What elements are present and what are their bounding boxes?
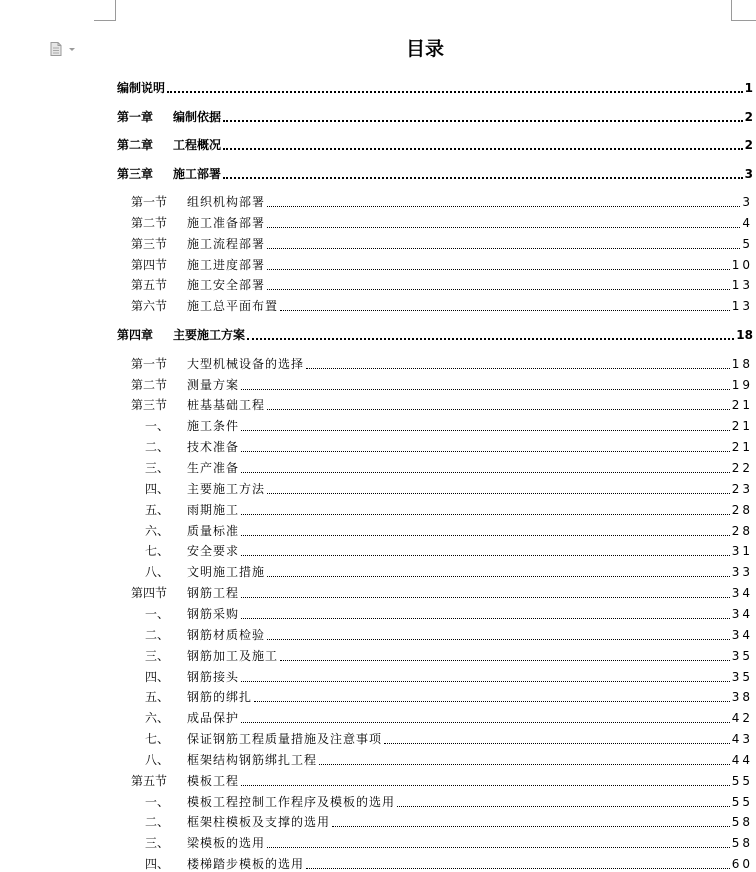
toc-entry[interactable] <box>145 564 753 580</box>
toc-entry-number: 第五节 <box>131 773 168 788</box>
toc-entry-number: 第一节 <box>131 195 168 209</box>
toc-entry-number: 第二章 <box>117 138 154 152</box>
toc-entry[interactable] <box>131 257 753 273</box>
toc-entry-number: 四、 <box>145 669 170 684</box>
toc-entry-title: 编制依据 <box>173 109 222 124</box>
toc-entry-title: 楼梯踏步模板的选用 <box>187 857 305 872</box>
toc-entry-number: 一、 <box>145 606 170 621</box>
toc-entry-number: 二、 <box>145 815 170 830</box>
toc-entry-page: 10 <box>731 257 753 272</box>
toc-entry[interactable] <box>131 215 753 231</box>
toc-entry[interactable] <box>145 439 753 455</box>
toc-entry-title: 施工流程部署 <box>187 236 266 251</box>
toc-dot-leader <box>167 91 743 93</box>
toc-entry-title: 施工条件 <box>187 419 240 434</box>
toc-entry-number: 五、 <box>145 690 170 705</box>
toc-entry-title: 桩基基础工程 <box>187 398 266 413</box>
toc-entry-page: 22 <box>731 461 753 475</box>
toc-entry[interactable] <box>117 109 753 125</box>
toc-entry-title: 施工准备部署 <box>187 215 266 230</box>
toc-entry-page: 43 <box>731 732 753 747</box>
toc-dot-leader <box>241 722 730 723</box>
toc-dot-leader <box>241 785 730 786</box>
toc-entry-number: 第二节 <box>131 215 168 230</box>
toc-entry-number: 六、 <box>145 523 170 538</box>
toc-entry-title: 钢筋加工及施工 <box>187 648 279 663</box>
toc-entry-page: 1 <box>744 81 753 95</box>
toc-dot-leader <box>267 576 730 577</box>
toc-entry-number: 第一章 <box>117 109 154 124</box>
toc-entry-number: 二、 <box>145 440 170 455</box>
toc-entry-page: 58 <box>731 815 753 830</box>
toc-dot-leader <box>319 764 730 765</box>
toc-entry[interactable] <box>145 794 753 810</box>
toc-entry[interactable] <box>145 481 753 497</box>
toc-dot-leader <box>223 120 743 122</box>
toc-entry-number: 七、 <box>145 732 170 747</box>
toc-entry-page: 2 <box>744 109 753 124</box>
toc-dot-leader <box>241 597 730 598</box>
toc-entry-page: 21 <box>731 398 753 413</box>
toc-entry-number: 五、 <box>145 502 170 517</box>
toc-dot-leader <box>267 639 730 640</box>
toc-entry-title: 模板工程控制工作程序及模板的选用 <box>187 794 396 809</box>
toc-entry[interactable] <box>145 710 753 726</box>
toc-entry-title: 生产准备 <box>187 461 240 475</box>
toc-entry-page: 42 <box>731 711 753 726</box>
toc-entry[interactable] <box>131 773 753 789</box>
toc-entry[interactable] <box>145 731 753 747</box>
toc-entry-number: 一、 <box>145 794 170 809</box>
toc-entry-title: 安全要求 <box>187 544 240 559</box>
toc-entry-title: 钢筋的绑扎 <box>187 690 253 705</box>
toc-entry[interactable] <box>131 194 753 210</box>
toc-entry[interactable] <box>145 752 753 768</box>
toc-entry-title: 钢筋采购 <box>187 606 240 621</box>
toc-dot-leader <box>267 227 740 228</box>
toc-dot-leader <box>306 368 730 369</box>
toc-entry-page: 28 <box>731 502 753 517</box>
toc-entry[interactable] <box>145 689 753 705</box>
toc-entry[interactable] <box>145 835 753 851</box>
toc-entry-title: 雨期施工 <box>187 502 240 517</box>
toc-entry-number: 三、 <box>145 461 170 475</box>
toc-entry-title: 施工部署 <box>173 166 222 181</box>
toc-entry-page: 58 <box>731 836 753 851</box>
toc-dot-leader <box>267 248 740 249</box>
toc-dot-leader <box>241 514 730 515</box>
toc-dot-leader <box>280 310 730 311</box>
toc-entry-title: 施工安全部署 <box>187 278 266 293</box>
toc-dot-leader <box>241 472 730 473</box>
toc-entry-page: 35 <box>731 648 753 663</box>
toc-dot-leader <box>384 743 730 744</box>
toc-dot-leader <box>241 535 730 536</box>
toc-entry-number: 六、 <box>145 711 170 726</box>
toc-entry-page: 55 <box>731 794 753 809</box>
toc-entry-number: 第五节 <box>131 278 168 293</box>
toc-entry-number: 第三节 <box>131 398 168 413</box>
toc-dot-leader <box>267 847 730 848</box>
toc-entry-title: 主要施工方案 <box>173 328 246 343</box>
toc-dot-leader <box>223 177 743 179</box>
toc-entry-number: 第二节 <box>131 377 168 392</box>
toc-entry-page: 60 <box>731 857 753 872</box>
toc-entry-number: 三、 <box>145 836 170 851</box>
toc-dot-leader <box>332 826 730 827</box>
toc-entry-number: 八、 <box>145 752 170 767</box>
toc-entry-title: 施工总平面布置 <box>187 299 279 314</box>
toc-entry[interactable] <box>117 166 753 182</box>
toc-entry-page: 23 <box>731 481 753 496</box>
toc-entry-title: 文明施工措施 <box>187 565 266 580</box>
toc-entry-page: 18 <box>736 328 753 343</box>
toc-entry-title: 测量方案 <box>187 377 240 392</box>
toc-entry-title: 钢筋材质检验 <box>187 627 266 642</box>
toc-entry-page: 3 <box>744 166 753 181</box>
toc-entry-title: 编制说明 <box>117 81 166 95</box>
toc-entry-page: 34 <box>731 606 753 621</box>
toc-dot-leader <box>223 148 743 150</box>
toc-entry-title: 大型机械设备的选择 <box>187 356 305 371</box>
toc-entry-number: 二、 <box>145 627 170 642</box>
toc-entry-number: 七、 <box>145 544 170 559</box>
toc-entry[interactable] <box>117 80 753 96</box>
toc-entry[interactable] <box>131 397 753 413</box>
toc-dot-leader <box>267 409 730 410</box>
toc-entry-page: 3 <box>742 195 753 209</box>
toc-entry-title: 框架柱模板及支撑的选用 <box>187 815 331 830</box>
toc-entry-title: 质量标准 <box>187 523 240 538</box>
toc-entry-page: 38 <box>731 690 753 705</box>
toc-entry[interactable] <box>131 236 753 252</box>
toc-entry-title: 主要施工方法 <box>187 481 266 496</box>
toc-entry-number: 第四节 <box>131 586 168 601</box>
toc-entry[interactable] <box>145 502 753 518</box>
toc-dot-leader <box>254 701 730 702</box>
toc-entry-number: 三、 <box>145 648 170 663</box>
toc-entry-page: 5 <box>742 236 753 251</box>
toc-entry[interactable] <box>145 460 753 476</box>
toc-entry-page: 55 <box>731 773 753 788</box>
toc-entry-page: 4 <box>742 215 753 230</box>
toc-entry[interactable] <box>117 137 753 153</box>
toc-entry-title: 梁模板的选用 <box>187 836 266 851</box>
toc-entry-page: 21 <box>731 419 753 434</box>
toc-dot-leader <box>267 206 740 207</box>
toc-dot-leader <box>241 451 730 452</box>
toc-entry[interactable] <box>145 418 753 434</box>
toc-entry-title: 技术准备 <box>187 440 240 455</box>
toc-entry-title: 钢筋接头 <box>187 669 240 684</box>
toc-entry[interactable] <box>145 669 753 685</box>
toc-entry-title: 施工进度部署 <box>187 257 266 272</box>
toc-entry-number: 四、 <box>145 857 170 872</box>
toc-entry-page: 28 <box>731 523 753 538</box>
toc-dot-leader <box>247 338 734 340</box>
toc-entry-page: 34 <box>731 586 753 601</box>
page-title: 目录 <box>405 38 444 60</box>
toc-dot-leader <box>306 868 730 869</box>
toc-entry-title: 组织机构部署 <box>187 195 266 209</box>
toc-entry[interactable] <box>131 298 753 314</box>
toc-entry-title: 保证钢筋工程质量措施及注意事项 <box>187 732 383 747</box>
toc-entry-number: 第三节 <box>131 236 168 251</box>
toc-entry-title: 钢筋工程 <box>187 586 240 601</box>
toc-dot-leader <box>397 806 730 807</box>
toc-dot-leader <box>241 389 730 390</box>
toc-entry[interactable] <box>145 543 753 559</box>
toc-entry-page: 2 <box>744 138 753 152</box>
toc-entry-page: 19 <box>731 377 753 392</box>
toc-entry-number: 第三章 <box>117 166 154 181</box>
toc-entry-number: 四、 <box>145 481 170 496</box>
toc-entry[interactable] <box>145 856 753 872</box>
toc-dot-leader <box>267 493 730 494</box>
toc-dot-leader <box>241 555 730 556</box>
toc-dot-leader <box>241 430 730 431</box>
toc-entry-number: 第一节 <box>131 356 168 371</box>
toc-entry[interactable] <box>117 327 753 343</box>
toc-entry-page: 44 <box>731 752 753 767</box>
toc-entry[interactable] <box>145 606 753 622</box>
toc-entry-number: 一、 <box>145 419 170 434</box>
toc-entry[interactable] <box>145 814 753 830</box>
toc-dot-leader <box>267 269 730 270</box>
toc-entry[interactable] <box>145 648 753 664</box>
toc-entry-title: 框架结构钢筋绑扎工程 <box>187 752 318 767</box>
toc-entry-page: 33 <box>731 565 753 580</box>
toc-dot-leader <box>241 618 730 619</box>
toc-dot-leader <box>280 660 730 661</box>
toc-entry-page: 13 <box>731 299 753 314</box>
toc-entry[interactable] <box>145 627 753 643</box>
toc-entry[interactable] <box>145 523 753 539</box>
toc-entry-number: 第四章 <box>117 328 154 343</box>
toc-entry[interactable] <box>131 377 753 393</box>
toc-entry-page: 13 <box>731 278 753 293</box>
toc-entry[interactable] <box>131 585 753 601</box>
toc-entry-page: 21 <box>731 440 753 455</box>
toc-entry[interactable] <box>131 356 753 372</box>
toc-entry-title: 模板工程 <box>187 773 240 788</box>
toc-entry-number: 第六节 <box>131 299 168 314</box>
toc-dot-leader <box>241 681 730 682</box>
toc-entry-page: 35 <box>731 669 753 684</box>
toc-entry-title: 成品保护 <box>187 711 240 726</box>
toc-entry-page: 18 <box>731 356 753 371</box>
toc-entry-number: 第四节 <box>131 257 168 272</box>
toc-entry-page: 34 <box>731 627 753 642</box>
toc-entry-page: 31 <box>731 544 753 559</box>
toc-dot-leader <box>267 289 730 290</box>
toc-entry-title: 工程概况 <box>173 138 222 152</box>
toc-entry-number: 八、 <box>145 565 170 580</box>
toc-entry[interactable] <box>131 277 753 293</box>
